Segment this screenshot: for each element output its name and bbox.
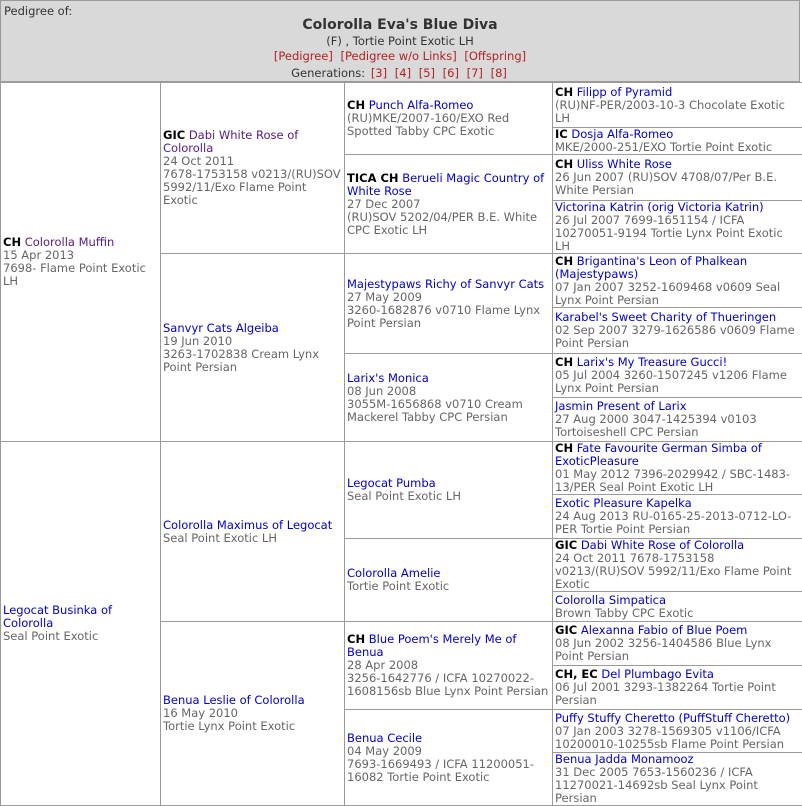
ancestor-detail: 07 Jan 2003 3278-1569305 v1106/ICFA 10200010-10255sb Flame Point Persian xyxy=(555,725,800,751)
generation-link-5[interactable]: [5] xyxy=(419,66,435,80)
gen3-ancestor-cell xyxy=(345,622,553,710)
ancestor-detail: (RU)NF-PER/2003-10-3 Chocolate Exotic LH xyxy=(555,99,800,125)
ancestor-name-link[interactable]: Dabi White Rose of Colorolla xyxy=(163,128,298,155)
gen2-ancestor-cell xyxy=(161,442,345,622)
ancestor-heading xyxy=(555,594,800,607)
ancestor-name-link[interactable]: Filipp of Pyramid xyxy=(577,85,673,99)
ancestor-detail: Brown Tabby CPC Exotic xyxy=(555,607,800,620)
offspring-link[interactable]: [Offspring] xyxy=(464,49,526,63)
ancestor-name-link[interactable]: Colorolla Muffin xyxy=(25,235,115,249)
gen4-ancestor-cell xyxy=(553,398,802,442)
ancestor-heading xyxy=(555,86,800,99)
show-title: IC xyxy=(555,128,568,142)
show-title: GIC xyxy=(555,539,577,553)
show-title: CH xyxy=(555,157,573,171)
ancestor-name-link[interactable]: Brigantina's Leon of Phalkean (Majestypaws) xyxy=(555,254,747,281)
gen4-ancestor-cell xyxy=(553,710,802,753)
ancestor-name-link[interactable]: Larix's My Treasure Gucci! xyxy=(577,355,727,369)
show-title: CH xyxy=(555,254,573,268)
ancestor-detail: 24 Oct 2011 7678-1753158 v0213/(RU)SOV 5992/11/Exo Flame Point Exotic xyxy=(555,552,800,591)
ancestor-name-link[interactable]: Dosja Alfa-Romeo xyxy=(571,128,673,142)
ancestor-detail: 7678-1753158 v0213/(RU)SOV 5992/11/Exo Flame Point Exotic xyxy=(163,168,342,207)
ancestor-name-link[interactable]: Colorolla Simpatica xyxy=(555,593,666,607)
gen4-ancestor-cell xyxy=(553,539,802,592)
ancestor-name-link[interactable]: Legocat Businka of Colorolla xyxy=(3,603,112,630)
ancestor-detail: Seal Point Exotic xyxy=(3,630,158,643)
ancestor-heading xyxy=(3,604,158,630)
show-title: CH xyxy=(347,632,365,646)
gen2-ancestor-cell xyxy=(161,622,345,806)
ancestor-name-link[interactable]: Victorina Katrin (orig Victoria Katrin) xyxy=(555,201,764,215)
ancestor-detail: 7693-1669493 / ICFA 11200051-16082 Tortie Point Exotic xyxy=(347,758,550,784)
ancestor-name-link[interactable]: Larix's Monica xyxy=(347,371,429,385)
gen4-ancestor-cell xyxy=(553,495,802,539)
show-title: TICA CH xyxy=(347,171,399,185)
ancestor-detail: 31 Dec 2005 7653-1560236 / ICFA 11270021-14692sb Seal Lynx Point Persian xyxy=(555,766,800,805)
ancestor-heading xyxy=(555,255,800,281)
gen4-ancestor-cell xyxy=(553,622,802,666)
ancestor-heading xyxy=(347,172,550,198)
pedigree-of-label: Pedigree of: xyxy=(4,4,72,18)
generation-link-7[interactable]: [7] xyxy=(467,66,483,80)
ancestor-name-link[interactable]: Uliss White Rose xyxy=(577,157,672,171)
generation-link-3[interactable]: [3] xyxy=(371,66,387,80)
ancestor-heading xyxy=(163,519,342,532)
ancestor-detail: 02 Sep 2007 3279-1626586 v0609 Flame Point Persian xyxy=(555,324,800,350)
gen3-ancestor-cell xyxy=(345,539,553,622)
cat-name-title: Colorolla Eva's Blue Diva xyxy=(1,17,799,33)
ancestor-detail: 08 Jun 2002 3256-1404586 Blue Lynx Point Persian xyxy=(555,637,800,663)
gen3-ancestor-cell xyxy=(345,442,553,539)
show-title: CH xyxy=(347,98,365,112)
ancestor-name-link[interactable]: Berueli Magic Country of White Rose xyxy=(347,171,544,198)
ancestor-detail: 24 Aug 2013 RU-0165-25-2013-0712-LO-PER Tortie Point Persian xyxy=(555,510,800,536)
generation-link-6[interactable]: [6] xyxy=(443,66,459,80)
ancestor-name-link[interactable]: Sanvyr Cats Algeiba xyxy=(163,321,279,335)
gen4-ancestor-cell xyxy=(553,308,802,354)
ancestor-heading xyxy=(555,712,800,725)
ancestor-detail: 15 Apr 2013 xyxy=(3,249,158,262)
ancestor-name-link[interactable]: Fate Favourite German Simba of ExoticPleasure xyxy=(555,442,762,469)
gen4-ancestor-cell xyxy=(553,83,802,128)
ancestor-name-link[interactable]: Dabi White Rose of Colorolla xyxy=(581,539,744,553)
generation-link-8[interactable]: [8] xyxy=(491,66,507,80)
ancestor-name-link[interactable]: Colorolla Maximus of Legocat xyxy=(163,518,332,532)
ancestor-detail: (RU)MKE/2007-160/EXO Red Spotted Tabby CPC Exotic xyxy=(347,112,550,138)
ancestor-detail: Seal Point Exotic LH xyxy=(163,532,342,545)
ancestor-detail: Tortie Lynx Point Exotic xyxy=(163,720,342,733)
ancestor-detail: 01 May 2012 7396-2029942 / SBC-1483-13/PER Seal Point Exotic LH xyxy=(555,468,800,494)
ancestor-name-link[interactable]: Legocat Pumba xyxy=(347,476,436,490)
generations-label: Generations: xyxy=(291,66,365,80)
gen3-ancestor-cell xyxy=(345,354,553,442)
gen2-ancestor-cell xyxy=(161,83,345,254)
ancestor-detail: 26 Jul 2007 7699-1651154 / ICFA 10270051-9194 Tortie Lynx Point Exotic LH xyxy=(555,214,800,253)
ancestor-detail: 28 Apr 2008 xyxy=(347,659,550,672)
ancestor-detail: 07 Jan 2007 3252-1609468 v0609 Seal Lynx Point Persian xyxy=(555,281,800,307)
ancestor-detail: 05 Jul 2004 3260-1507245 v1206 Flame Lynx Point Persian xyxy=(555,369,800,395)
ancestor-detail: (RU)SOV 5202/04/PER B.E. White CPC Exotic LH xyxy=(347,211,550,237)
ancestor-name-link[interactable]: Puffy Stuffy Cheretto (PuffStuff Cheretto) xyxy=(555,711,790,725)
ancestor-detail: 04 May 2009 xyxy=(347,745,550,758)
gen1-ancestor-cell xyxy=(1,83,161,442)
show-title: CH xyxy=(555,355,573,369)
gen4-ancestor-cell xyxy=(553,155,802,201)
ancestor-name-link[interactable]: Jasmin Present of Larix xyxy=(555,399,687,413)
ancestor-heading xyxy=(163,322,342,335)
ancestor-name-link[interactable]: Karabel's Sweet Charity of Thueringen xyxy=(555,310,776,324)
ancestor-heading xyxy=(347,372,550,385)
gen4-ancestor-cell xyxy=(553,442,802,495)
ancestor-name-link[interactable]: Punch Alfa-Romeo xyxy=(369,98,474,112)
gen4-ancestor-cell xyxy=(553,354,802,398)
ancestor-name-link[interactable]: Blue Poem's Merely Me of Benua xyxy=(347,632,516,659)
gen4-ancestor-cell xyxy=(553,592,802,622)
gen2-ancestor-cell xyxy=(161,254,345,442)
ancestor-name-link[interactable]: Benua Cecile xyxy=(347,731,422,745)
gen3-ancestor-cell xyxy=(345,254,553,354)
ancestor-detail: 19 Jun 2010 xyxy=(163,335,342,348)
show-title: CH xyxy=(555,85,573,99)
show-title: CH xyxy=(3,235,21,249)
ancestor-detail: 06 Jul 2001 3293-1382264 Tortie Point Persian xyxy=(555,681,800,707)
ancestor-detail: 24 Oct 2011 xyxy=(163,155,342,168)
pedigree-table xyxy=(0,82,802,806)
gen4-ancestor-cell xyxy=(553,666,802,710)
ancestor-detail: 3263-1702838 Cream Lynx Point Persian xyxy=(163,348,342,374)
cat-subtitle: (F) , Tortie Point Exotic LH xyxy=(1,34,799,48)
ancestor-detail: 08 Jun 2008 xyxy=(347,385,550,398)
ancestor-detail: 26 Jun 2007 (RU)SOV 4708/07/Per B.E. White Persian xyxy=(555,171,800,197)
ancestor-heading xyxy=(163,129,342,155)
gen1-ancestor-cell xyxy=(1,442,161,806)
ancestor-name-link[interactable]: Alexanna Fabio of Blue Poem xyxy=(581,623,748,637)
gen3-ancestor-cell xyxy=(345,710,553,806)
ancestor-detail: Seal Point Exotic LH xyxy=(347,490,550,503)
ancestor-detail: 27 Aug 2000 3047-1425394 v0103 Tortoiseshell CPC Persian xyxy=(555,413,800,439)
show-title: CH, EC xyxy=(555,667,598,681)
ancestor-detail: 7698- Flame Point Exotic LH xyxy=(3,262,158,288)
ancestor-name-link[interactable]: Colorolla Amelie xyxy=(347,566,441,580)
gen4-ancestor-cell xyxy=(553,254,802,308)
show-title: GIC xyxy=(555,623,577,637)
pedigree-link[interactable]: [Pedigree] xyxy=(274,49,333,63)
generation-link-4[interactable]: [4] xyxy=(395,66,411,80)
ancestor-detail: Tortie Point Exotic xyxy=(347,580,550,593)
ancestor-heading xyxy=(555,442,800,468)
gen4-ancestor-cell xyxy=(553,201,802,254)
gen4-ancestor-cell xyxy=(553,753,802,806)
ancestor-name-link[interactable]: Exotic Pleasure Kapelka xyxy=(555,496,692,510)
ancestor-name-link[interactable]: Benua Leslie of Colorolla xyxy=(163,693,305,707)
show-title: CH xyxy=(555,442,573,456)
ancestor-detail: 16 May 2010 xyxy=(163,707,342,720)
ancestor-name-link[interactable]: Benua Jadda Monamooz xyxy=(555,753,694,767)
view-links xyxy=(1,49,799,63)
ancestor-name-link[interactable]: Majestypaws Richy of Sanvyr Cats xyxy=(347,277,544,291)
ancestor-heading xyxy=(347,732,550,745)
generations-selector xyxy=(1,66,799,80)
ancestor-name-link[interactable]: Del Plumbago Evita xyxy=(601,667,714,681)
ancestor-detail: 3256-1642776 / ICFA 10270022-1608156sb Blue Lynx Point Persian xyxy=(347,672,550,698)
show-title: GIC xyxy=(163,128,185,142)
ancestor-heading xyxy=(347,633,550,659)
gen3-ancestor-cell xyxy=(345,155,553,254)
pedigree-without-links-link[interactable]: [Pedigree w/o Links] xyxy=(341,49,457,63)
pedigree-header xyxy=(0,0,800,82)
ancestor-detail: 27 Dec 2007 xyxy=(347,198,550,211)
ancestor-detail: 3055M-1656868 v0710 Cream Mackerel Tabby CPC Persian xyxy=(347,398,550,424)
ancestor-heading xyxy=(347,278,550,291)
ancestor-detail: 3260-1682876 v0710 Flame Lynx Point Persian xyxy=(347,304,550,330)
gen4-ancestor-cell xyxy=(553,128,802,155)
ancestor-detail: MKE/2000-251/EXO Tortie Point Exotic xyxy=(555,141,800,154)
ancestor-detail: 27 May 2009 xyxy=(347,291,550,304)
gen3-ancestor-cell xyxy=(345,83,553,155)
